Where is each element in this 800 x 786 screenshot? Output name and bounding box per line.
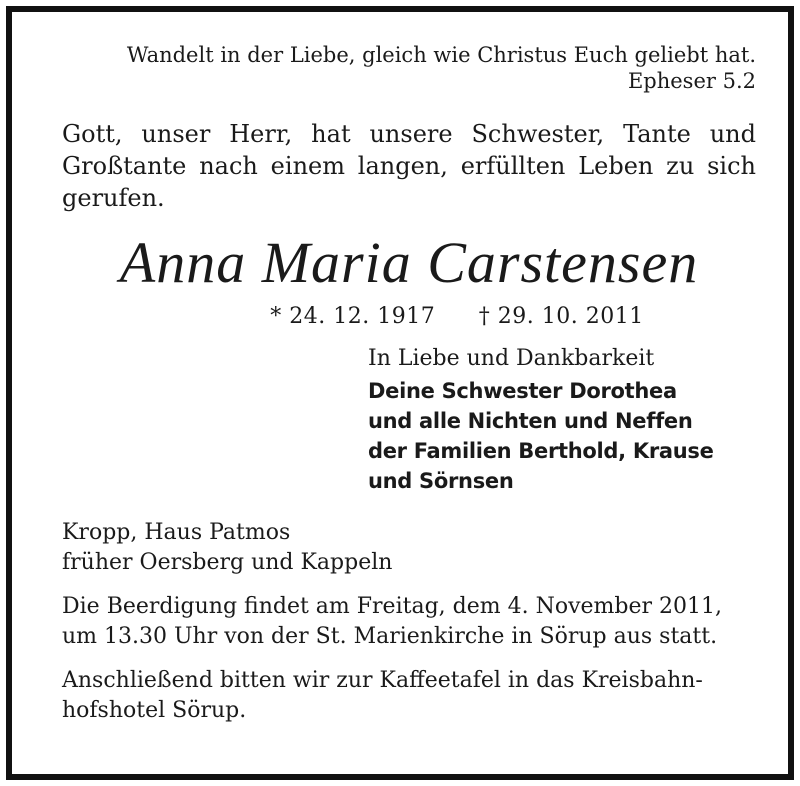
residence-line: Kropp, Haus Patmos xyxy=(62,520,291,545)
funeral-line: um 13.30 Uhr von der St. Marienkirche in Sörup aus statt. xyxy=(62,624,718,649)
obituary-frame xyxy=(6,6,794,780)
mourner-line: und alle Nichten und Neffen xyxy=(368,409,693,433)
death-date: † 29. 10. 2011 xyxy=(478,304,644,329)
former-residence-line: früher Oersberg und Kappeln xyxy=(62,550,393,575)
mourner-line: und Sörnsen xyxy=(368,469,514,493)
reception-line: hofshotel Sörup. xyxy=(62,698,247,723)
life-dates xyxy=(62,302,756,332)
mourner-line: Deine Schwester Dorothea xyxy=(368,379,677,403)
birth-date: * 24. 12. 1917 xyxy=(270,304,436,329)
funeral-line: Die Beerdigung findet am Freitag, dem 4. November 2011, xyxy=(62,594,722,619)
intro-text: Gott, unser Herr, hat unsere Schwester, Tante und Großtante nach einem langen, erfüllten Leben zu sich gerufen. xyxy=(62,120,756,212)
mourner-line: der Familien Berthold, Krause xyxy=(368,439,714,463)
bible-verse xyxy=(62,42,756,94)
deceased-name: Anna Maria Carstensen xyxy=(119,230,699,295)
verse-reference: Epheser 5.2 xyxy=(627,69,756,93)
verse-quote: Wandelt in der Liebe, gleich wie Christus Euch geliebt hat. xyxy=(126,43,756,67)
obituary-content xyxy=(62,42,756,726)
reception-line: Anschließend bitten wir zur Kaffeetafel in das Kreisbahn- xyxy=(62,668,703,693)
mourners-block xyxy=(368,344,756,496)
reception-info xyxy=(62,666,756,726)
residence-info xyxy=(62,518,756,578)
mourners-lead: In Liebe und Dankbarkeit xyxy=(368,346,655,371)
funeral-info xyxy=(62,592,756,652)
